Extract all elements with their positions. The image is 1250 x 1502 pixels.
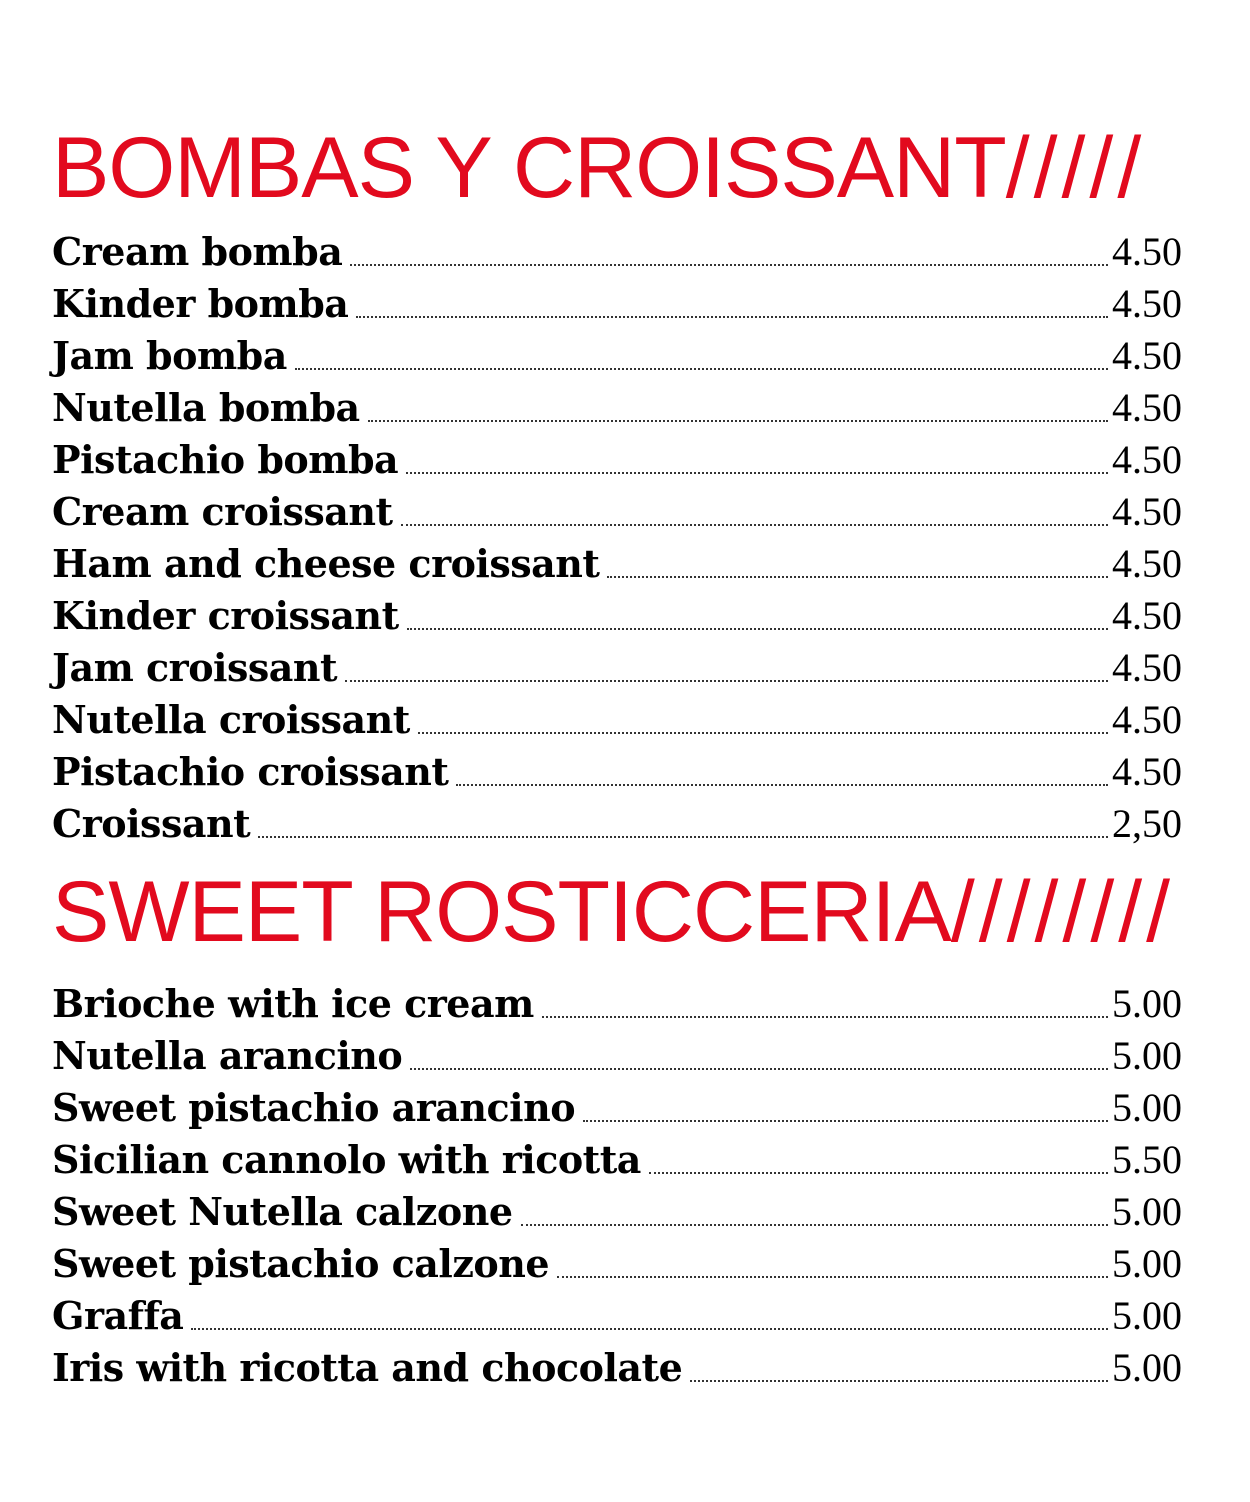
menu-item: [52, 1136, 1182, 1188]
dot-leader: [456, 784, 1108, 786]
section-title-text: BOMBAS Y CROISSANT: [52, 120, 1006, 216]
menu-item: [52, 1084, 1182, 1136]
item-price: 4.50: [1112, 697, 1182, 742]
dot-leader: [649, 1172, 1108, 1174]
item-price: 4.50: [1112, 229, 1182, 274]
item-name: Iris with ricotta and chocolate: [52, 1345, 683, 1390]
item-price: 4.50: [1112, 385, 1182, 430]
dot-leader: [191, 1328, 1108, 1330]
item-name: Kinder croissant: [52, 593, 399, 638]
section-title-bombas: [52, 118, 1182, 218]
item-name: Sweet pistachio arancino: [52, 1085, 576, 1130]
menu-item: [52, 332, 1182, 384]
item-price: 2,50: [1112, 801, 1182, 846]
dot-leader: [521, 1224, 1108, 1226]
item-name: Graffa: [52, 1293, 184, 1338]
menu-item: [52, 540, 1182, 592]
menu-list-bombas: [52, 228, 1182, 852]
menu-item: [52, 280, 1182, 332]
dot-leader: [401, 524, 1108, 526]
item-price: 5.00: [1112, 1345, 1182, 1390]
dot-leader: [345, 680, 1108, 682]
item-price: 4.50: [1112, 593, 1182, 638]
item-price: 5.00: [1112, 1293, 1182, 1338]
menu-list-rosticceria: [52, 980, 1182, 1396]
dot-leader: [557, 1276, 1108, 1278]
dot-leader: [407, 628, 1108, 630]
dot-leader: [542, 1016, 1108, 1018]
item-name: Nutella arancino: [52, 1033, 403, 1078]
item-name: Sweet Nutella calzone: [52, 1189, 513, 1234]
dot-leader: [295, 368, 1108, 370]
dot-leader: [410, 1068, 1108, 1070]
item-price: 5.00: [1112, 1085, 1182, 1130]
menu-item: [52, 436, 1182, 488]
dot-leader: [368, 420, 1108, 422]
menu-item: [52, 1188, 1182, 1240]
dot-leader: [690, 1380, 1108, 1382]
dot-leader: [406, 472, 1108, 474]
menu-item: [52, 1292, 1182, 1344]
item-price: 4.50: [1112, 541, 1182, 586]
menu-item: [52, 384, 1182, 436]
menu-item: [52, 696, 1182, 748]
item-price: 4.50: [1112, 749, 1182, 794]
menu-item: [52, 800, 1182, 852]
section-title-slashes: ////////: [950, 864, 1175, 960]
item-price: 5.00: [1112, 1033, 1182, 1078]
item-name: Pistachio croissant: [52, 749, 449, 794]
item-name: Kinder bomba: [52, 281, 349, 326]
menu-item: [52, 488, 1182, 540]
dot-leader: [583, 1120, 1108, 1122]
item-price: 4.50: [1112, 437, 1182, 482]
item-name: Ham and cheese croissant: [52, 541, 600, 586]
menu-page: [52, 118, 1182, 1396]
menu-item: [52, 228, 1182, 280]
item-price: 4.50: [1112, 645, 1182, 690]
section-title-text: SWEET ROSTICCERIA: [52, 864, 951, 960]
item-name: Croissant: [52, 801, 251, 846]
item-name: Sweet pistachio calzone: [52, 1241, 550, 1286]
section-title-slashes: /////: [1005, 120, 1146, 216]
menu-item: [52, 592, 1182, 644]
dot-leader: [418, 732, 1108, 734]
item-price: 4.50: [1112, 489, 1182, 534]
item-name: Cream bomba: [52, 229, 343, 274]
menu-item: [52, 644, 1182, 696]
menu-item: [52, 1032, 1182, 1084]
item-name: Nutella croissant: [52, 697, 410, 742]
item-name: Jam croissant: [52, 645, 338, 690]
dot-leader: [258, 836, 1108, 838]
item-name: Pistachio bomba: [52, 437, 399, 482]
item-name: Nutella bomba: [52, 385, 360, 430]
item-name: Brioche with ice cream: [52, 981, 534, 1026]
item-price: 4.50: [1112, 333, 1182, 378]
section-title-rosticceria: [52, 862, 1182, 962]
menu-item: [52, 1240, 1182, 1292]
item-name: Cream croissant: [52, 489, 393, 534]
item-price: 5.50: [1112, 1137, 1182, 1182]
menu-item: [52, 980, 1182, 1032]
menu-item: [52, 1344, 1182, 1396]
item-price: 4.50: [1112, 281, 1182, 326]
item-price: 5.00: [1112, 981, 1182, 1026]
dot-leader: [607, 576, 1108, 578]
item-name: Jam bomba: [52, 333, 287, 378]
item-price: 5.00: [1112, 1241, 1182, 1286]
item-price: 5.00: [1112, 1189, 1182, 1234]
dot-leader: [356, 316, 1108, 318]
item-name: Sicilian cannolo with ricotta: [52, 1137, 641, 1182]
menu-item: [52, 748, 1182, 800]
dot-leader: [350, 264, 1108, 266]
